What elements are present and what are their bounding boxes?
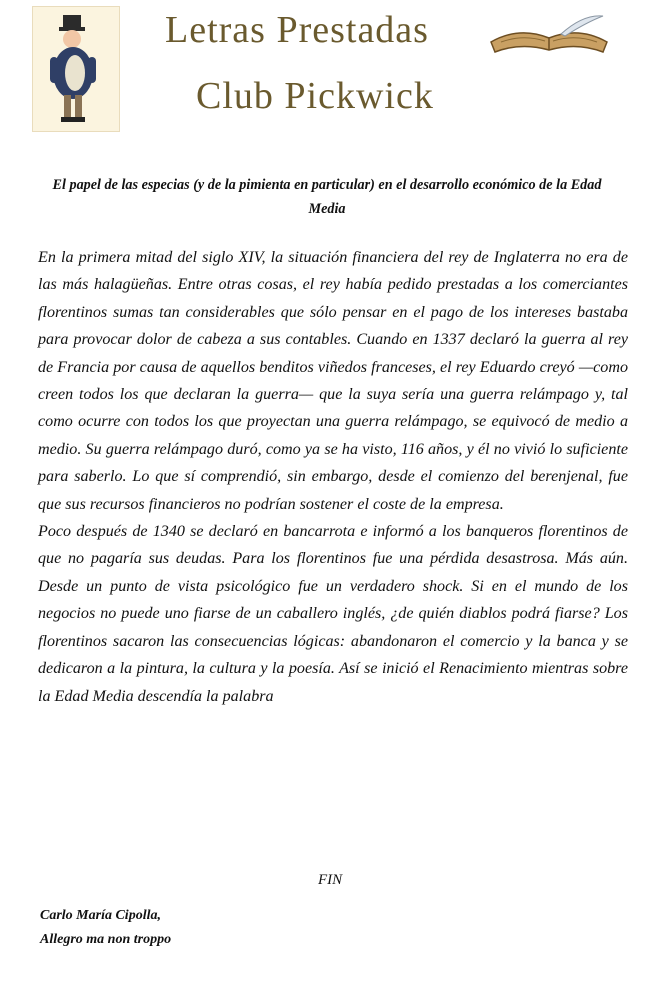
brand-title-line1: Letras Prestadas	[165, 9, 429, 51]
brand-title-line2: Club Pickwick	[196, 75, 434, 117]
author-name: Carlo María Cipolla,	[40, 908, 161, 923]
source-title: Allegro ma non troppo	[40, 932, 172, 947]
paragraph-1: En la primera mitad del siglo XIV, la situación financiera del rey de Inglaterra no era de las más halagüeñas. Entre otras cosas, el rey había pedido prestadas a los comerciantes florentinos sumas tan considerables que sólo pensar en el pago de los intereses bastaba para provocar dolor de cabeza a sus contables. Cuando en 1337 declaró la guerra al rey de Francia por causa de aquellos benditos viñedos franceses, el rey Eduardo creyó —como creen todos los que declaran la guerra— que la suya sería una guerra relámpago y, tal como ocurre con todos los que proyectan una guerra relámpago, se equivocó de medio a medio. Su guerra relámpago duró, como ya se ha visto, 116 años, y él no vivió lo suficiente para saberlo. Lo que sí comprendió, sin embargo, desde el comienzo del berenjenal, fue que sus recursos financieros no podrían sostener el coste de la empresa.	[38, 249, 628, 513]
paragraph-2: Poco después de 1340 se declaró en bancarrota e informó a los banqueros florentinos de que no pagaría sus deudas. Para los florentinos fue una pérdida desastrosa. Más aún. Desde un punto de vista psicológico fue un verdadero shock. Si en el mundo de los negocios no puede uno fiarse de un caballero inglés, ¿de quién diablos podrá fiarse? Los florentinos sacaron las consecuencias lógicas: abandonaron el comercio y la banca y se dedicaron a la pintura, la cultura y la poesía. Así se inició el Renacimiento mientras sobre la Edad Media descendía la palabra	[38, 523, 628, 705]
article-title: El papel de las especias (y de la pimienta en particular) en el desarrollo económico de la Edad Media	[52, 177, 602, 217]
pickwick-figure-icon	[32, 6, 120, 132]
page-header	[0, 0, 650, 140]
article-body	[38, 244, 628, 710]
signature-block	[40, 904, 171, 952]
open-book-quill-icon	[487, 12, 611, 58]
end-marker: FIN	[318, 872, 343, 888]
